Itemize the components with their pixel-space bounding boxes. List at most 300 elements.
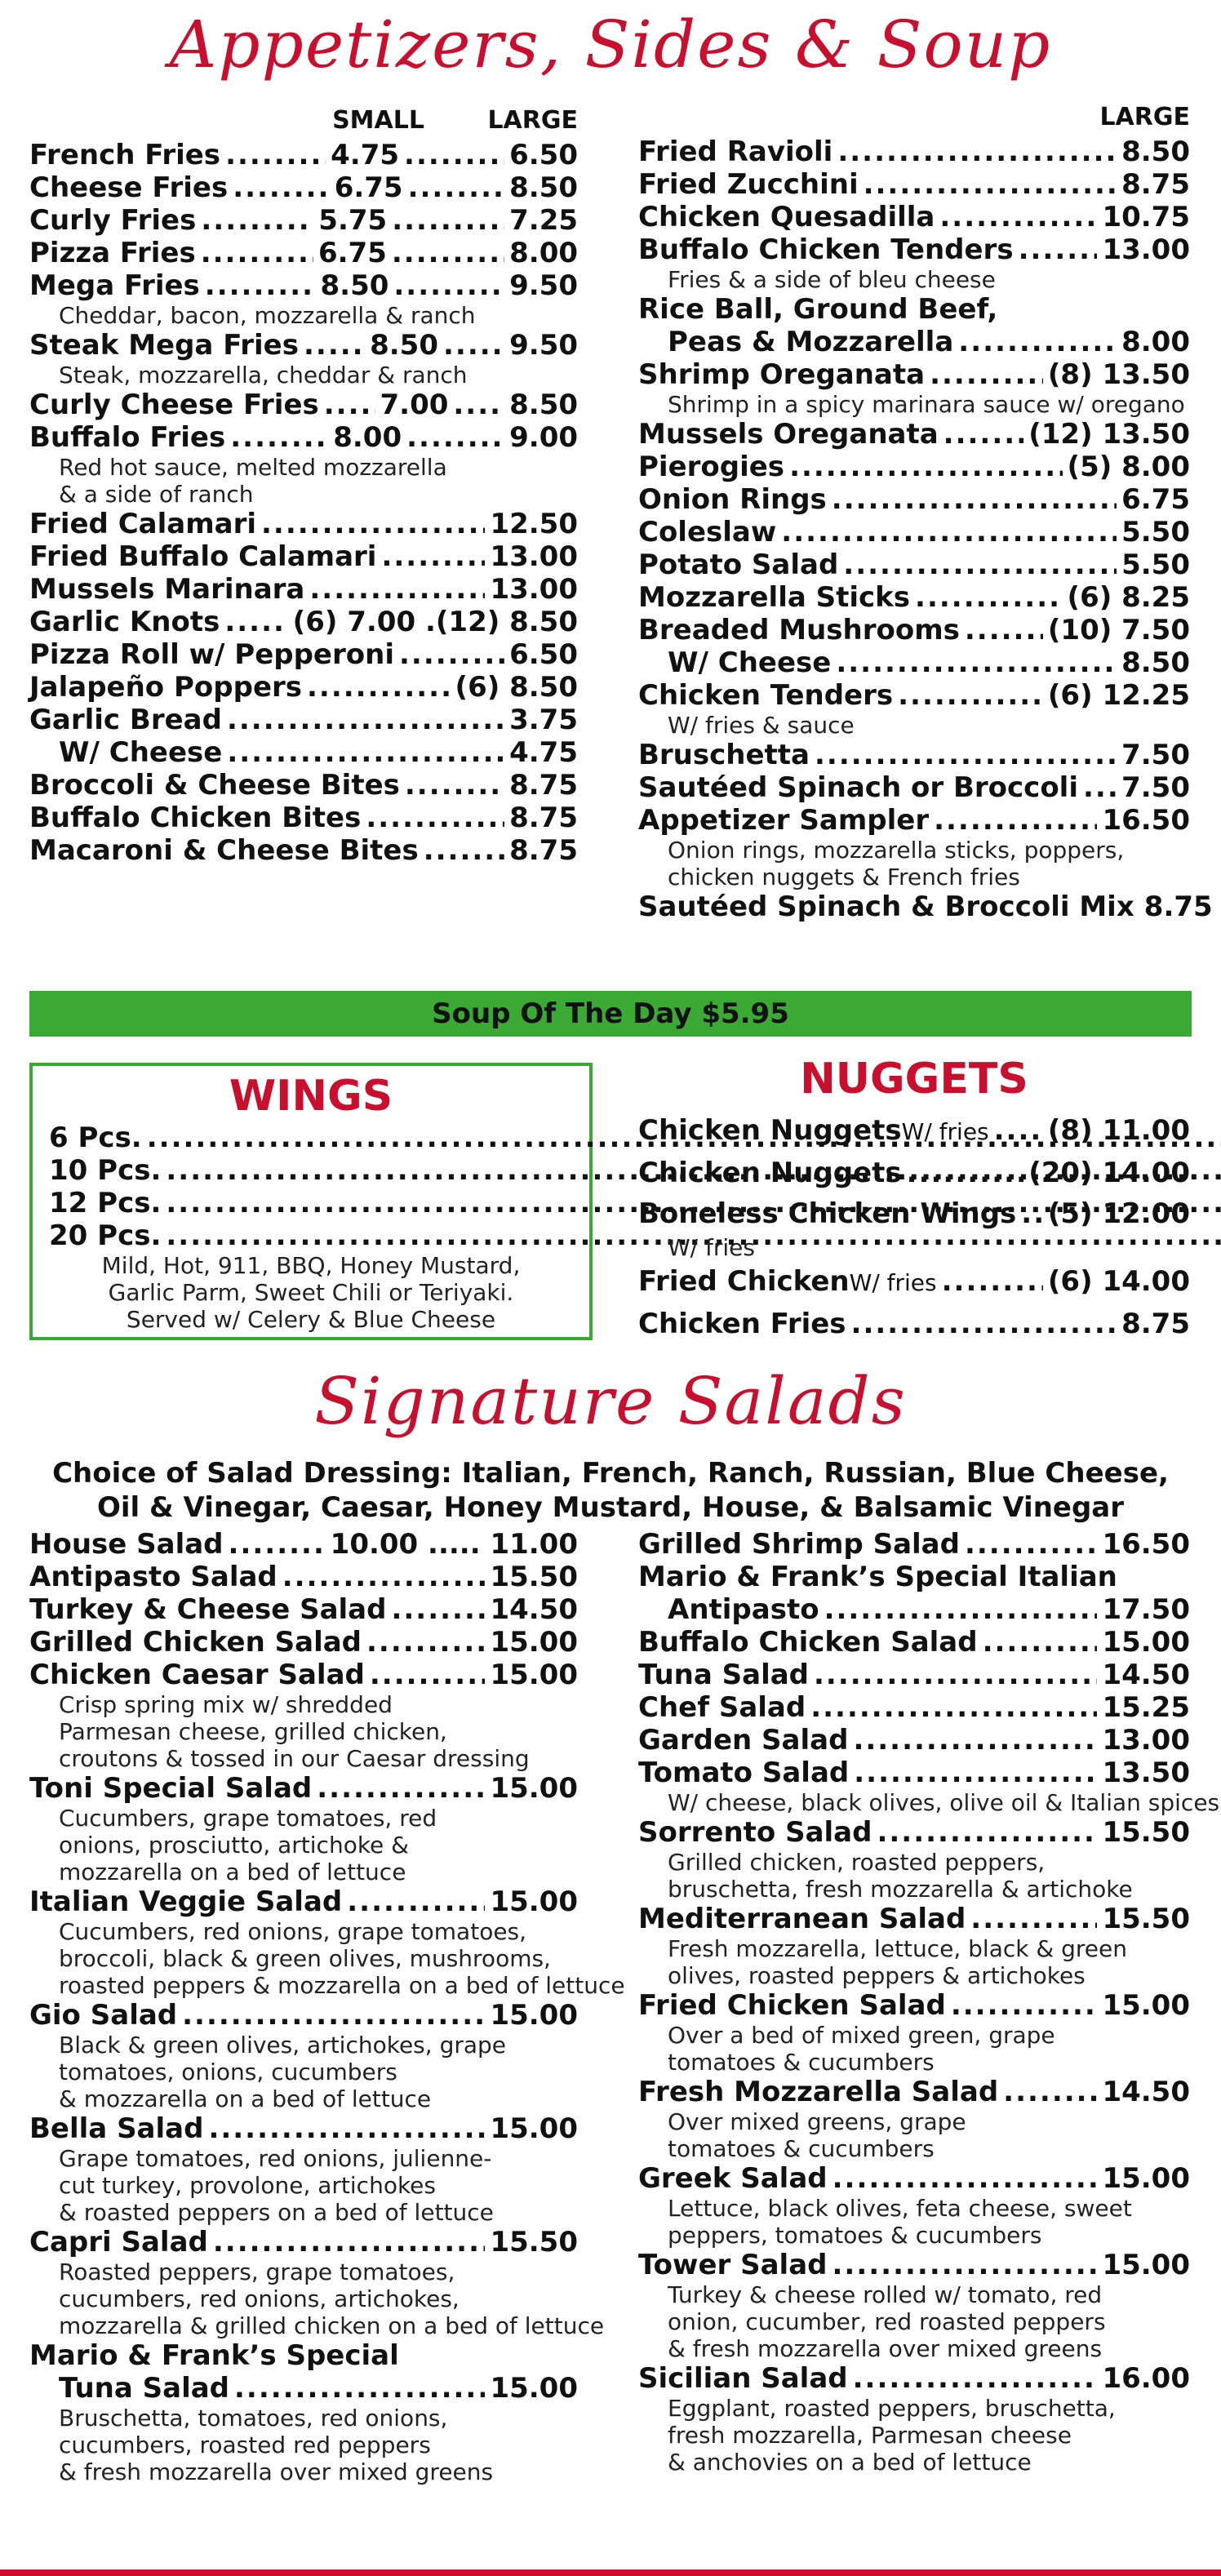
item-price: (5) 8.00 (1067, 451, 1190, 483)
leader-dots (877, 1816, 1097, 1849)
item-name: Sautéed Spinach & Broccoli Mix (638, 890, 1134, 923)
menu-item (29, 1885, 578, 1918)
leader-dots (227, 704, 504, 736)
leader-dots (182, 1999, 485, 2032)
item-price-small: 8.50 (320, 269, 389, 302)
item-name: Chicken Nuggets (638, 1157, 902, 1189)
leader-dots (282, 1561, 486, 1593)
item-price: 5.50 (1121, 549, 1190, 581)
item-description: olives, roasted peppers & artichokes (668, 1962, 1086, 1989)
wing-count: 20 Pcs. (49, 1219, 162, 1252)
item-price-small: 8.00 (333, 421, 402, 454)
item-name: Pizza Roll w/ Pepperoni (29, 638, 394, 671)
item-description: Roasted peppers, grape tomatoes, (59, 2258, 455, 2285)
item-price: 15.50 (490, 2226, 578, 2258)
item-name: Mario & Frank’s Special Italian (638, 1561, 1117, 1593)
menu-item (29, 1626, 578, 1659)
leader-dots (391, 1593, 485, 1626)
item-description: Crisp spring mix w/ shredded (59, 1691, 393, 1718)
leader-dots (307, 671, 451, 704)
item-name: Curly Fries (29, 204, 197, 237)
item-name: Chicken Nuggets (638, 1114, 902, 1147)
item-note: W/ fries (901, 1118, 989, 1145)
item-price-small: 7.00 (380, 389, 449, 421)
item-name: Buffalo Chicken Salad (638, 1626, 978, 1659)
item-name: Tuna Salad (638, 1659, 810, 1691)
item-description: Fresh mozzarella, lettuce, black & green (668, 1935, 1127, 1962)
item-price-large: 8.50 (509, 171, 578, 204)
item-name: Sicilian Salad (638, 2362, 848, 2395)
leader-dots (994, 1110, 1043, 1151)
bottom-border (0, 2569, 1221, 2576)
soup-of-the-day-banner: Soup Of The Day $5.95 (29, 991, 1192, 1037)
item-price: 8.75 (1121, 1308, 1190, 1340)
menu-item (638, 2076, 1190, 2108)
item-name: Chicken Caesar Salad (29, 1659, 365, 1691)
item-description: mozzarella on a bed of lettuce (59, 1859, 406, 1885)
item-description: peppers, tomatoes & cucumbers (668, 2222, 1042, 2249)
menu-item (638, 1757, 1190, 1789)
item-description: & anchovies on a bed of lettuce (668, 2449, 1032, 2476)
item-price: 13.00 (1102, 233, 1190, 266)
item-description: & roasted peppers on a bed of lettuce (59, 2199, 494, 2226)
menu-item (638, 1989, 1190, 2022)
leader-dots (229, 1528, 326, 1561)
leader-dots (810, 1691, 1097, 1724)
leader-dots (853, 1724, 1097, 1757)
menu-item (29, 736, 578, 769)
leader-dots (832, 483, 1117, 516)
wing-count: 10 Pcs. (49, 1154, 162, 1187)
menu-item (29, 1528, 578, 1561)
item-name: Grilled Chicken Salad (29, 1626, 362, 1659)
menu-item (638, 1304, 1190, 1344)
leader-dots (234, 2372, 485, 2405)
menu-item (29, 171, 578, 204)
item-name: Tomato Salad (638, 1757, 850, 1789)
wing-count: 6 Pcs. (49, 1121, 142, 1154)
leader-dots (815, 739, 1117, 771)
item-price: (6) 7.00 .(12) 8.50 (292, 606, 578, 638)
item-name: Garden Salad (638, 1724, 849, 1757)
item-name: Chef Salad (638, 1691, 806, 1724)
item-price: (8) 11.00 (1047, 1114, 1190, 1147)
leader-dots (225, 139, 326, 171)
menu-item (638, 451, 1190, 483)
leader-dots (317, 1772, 485, 1805)
large-header-right (1099, 103, 1190, 135)
item-price: 7.50 (1121, 739, 1190, 771)
item-description: Cheddar, bacon, mozzarella & ranch (59, 302, 476, 329)
leader-dots (942, 1261, 1043, 1302)
menu-item (29, 237, 578, 269)
item-price: 15.25 (1102, 1691, 1190, 1724)
leader-dots (898, 679, 1043, 712)
nuggets-column (638, 1110, 1190, 1344)
item-price: 13.00 (490, 573, 578, 606)
dressing-line: Choice of Salad Dressing: Italian, French, Ranch, Russian, Blue Cheese, (52, 1457, 1169, 1490)
item-price-large: 7.25 (509, 204, 579, 237)
menu-item (29, 834, 578, 867)
item-price: 15.00 (490, 2112, 578, 2145)
item-name: Curly Cheese Fries (29, 389, 319, 421)
item-price: 8.00 (1121, 326, 1190, 358)
item-description: Lettuce, black olives, feta cheese, sweet (668, 2195, 1132, 2222)
item-price: 15.00 (1102, 2249, 1190, 2281)
item-name: Sautéed Spinach or Broccoli (638, 771, 1078, 804)
leader-dots (814, 1659, 1097, 1691)
item-description: cucumbers, red onions, artichokes, (59, 2285, 460, 2312)
item-name: French Fries (29, 139, 221, 171)
menu-item (29, 769, 578, 802)
menu-item (638, 201, 1190, 233)
item-price-large: 9.50 (509, 329, 579, 362)
item-name: Appetizer Sampler (638, 804, 930, 837)
item-name: Potato Salad (638, 549, 839, 581)
leader-dots (366, 802, 504, 834)
item-price: 15.00 (490, 1999, 578, 2032)
item-name: Garlic Bread (29, 704, 222, 736)
menu-item (638, 1153, 1190, 1193)
item-price-large: 9.00 (509, 421, 579, 454)
item-price: (20) 14.00 (1028, 1157, 1190, 1189)
menu-item (638, 516, 1190, 549)
item-name: Tower Salad (638, 2249, 828, 2281)
item-price: 6.75 (1121, 483, 1190, 516)
leader-dots (837, 135, 1117, 168)
menu-item (638, 483, 1190, 516)
item-name: Fried Ravioli (638, 135, 833, 168)
item-price: 13.50 (1102, 1757, 1190, 1789)
item-description: & mozzarella on a bed of lettuce (59, 2085, 432, 2112)
item-description: & fresh mozzarella over mixed greens (668, 2335, 1103, 2362)
item-name: Jalapeño Poppers (29, 671, 303, 704)
menu-item (29, 1772, 578, 1805)
item-description: mozzarella & grilled chicken on a bed of lettuce (59, 2312, 605, 2339)
leader-dots (789, 451, 1062, 483)
item-price: 8.50 (1121, 646, 1190, 679)
item-name: Tuna Salad (59, 2372, 230, 2405)
item-price: 15.00 (1102, 1626, 1190, 1659)
item-name: Breaded Mushrooms (638, 614, 960, 646)
menu-item (29, 540, 578, 573)
menu-item (638, 2362, 1190, 2395)
menu-item (638, 233, 1190, 266)
item-name: Mussels Marinara (29, 573, 305, 606)
leader-dots (233, 171, 330, 204)
menu-item (638, 2249, 1190, 2281)
leader-dots (832, 2162, 1098, 2195)
menu-item (638, 1691, 1190, 1724)
leader-dots (930, 358, 1043, 391)
item-name: W/ Cheese (668, 646, 832, 679)
menu-item (638, 2162, 1190, 2195)
item-name: Shrimp Oreganata (638, 358, 926, 391)
item-description: broccoli, black & green olives, mushrooms, (59, 1945, 551, 1972)
leader-dots (951, 1989, 1098, 2022)
item-price: 15.00 (490, 2372, 578, 2405)
leader-dots (781, 516, 1117, 549)
appetizers-title: Appetizers, Sides & Soup (169, 7, 1052, 82)
item-price: 8.75 (509, 802, 578, 834)
item-description: Bruschetta, tomatoes, red onions, (59, 2405, 448, 2432)
item-price: 14.50 (1102, 2076, 1190, 2108)
item-price: 8.75 (509, 834, 578, 867)
item-price: 15.00 (1102, 2162, 1190, 2195)
leader-dots (404, 139, 504, 171)
nuggets-title: NUGGETS (800, 1055, 1028, 1104)
item-description: Over mixed greens, grape (668, 2108, 966, 2135)
item-name: Garlic Knots (29, 606, 220, 638)
item-description: Steak, mozzarella, cheddar & ranch (59, 362, 468, 389)
item-name: Greek Salad (638, 2162, 828, 2195)
menu-item (638, 1903, 1190, 1935)
leader-dots (309, 573, 485, 606)
salads-left-column (29, 1528, 625, 2485)
item-name: Broccoli & Cheese Bites (29, 769, 400, 802)
menu-item (638, 771, 1190, 804)
small-header: SMALL (332, 106, 424, 135)
item-description: & a side of ranch (59, 481, 254, 508)
leader-dots (453, 389, 504, 421)
item-description: Red hot sauce, melted mozzarella (59, 454, 447, 481)
item-name: Pierogies (638, 451, 785, 483)
leader-dots (1021, 1193, 1043, 1234)
item-description: onion, cucumber, red roasted peppers (668, 2308, 1106, 2335)
item-name: Antipasto (668, 1593, 819, 1626)
item-description: onions, prosciutto, artichoke & (59, 1832, 409, 1859)
item-price: 16.50 (1102, 1528, 1190, 1561)
large-header: LARGE (487, 106, 578, 135)
item-description: Shrimp in a spicy marinara sauce w/ oregano (668, 391, 1185, 418)
item-price: 14.50 (490, 1593, 578, 1626)
item-name: Fried Chicken (638, 1265, 850, 1298)
menu-item (29, 802, 578, 834)
menu-item (638, 804, 1190, 837)
item-price: 17.50 (1102, 1593, 1190, 1626)
item-price: 7.50 (1121, 771, 1190, 804)
leader-dots (965, 1528, 1097, 1561)
menu-item (29, 573, 578, 606)
item-name: Buffalo Chicken Tenders (638, 233, 1014, 266)
item-price: 5.50 (1121, 516, 1190, 549)
menu-item (638, 679, 1190, 712)
leader-dots (958, 326, 1117, 358)
item-price: 15.00 (1102, 1989, 1190, 2022)
item-name: Peas & Mozzarella (668, 326, 954, 358)
menu-item (29, 671, 578, 704)
leader-dots (1083, 771, 1117, 804)
item-name: Grilled Shrimp Salad (638, 1528, 960, 1561)
item-name: Mozzarella Sticks (638, 581, 911, 614)
leader-dots (227, 736, 504, 769)
item-name: Bella Salad (29, 2112, 204, 2145)
item-price: (8) 13.50 (1047, 358, 1190, 391)
item-name: Rice Ball, Ground Beef, (638, 293, 998, 326)
item-price-large: 8.50 (509, 389, 579, 421)
leader-dots (393, 269, 504, 302)
menu-item (29, 508, 578, 540)
item-name: Fried Zucchini (638, 168, 859, 201)
leader-dots (408, 171, 505, 204)
menu-item (638, 646, 1190, 679)
item-price: (6) 12.25 (1047, 679, 1190, 712)
item-price: 15.50 (1102, 1903, 1190, 1935)
menu-item (29, 2112, 578, 2145)
menu-item (638, 614, 1190, 646)
leader-dots (347, 1885, 485, 1918)
item-name: Mussels Oreganata (638, 418, 939, 451)
item-price: 15.50 (490, 1561, 578, 1593)
dressing-line: Oil & Vinegar, Caesar, Honey Mustard, House, & Balsamic Vinegar (96, 1491, 1125, 1524)
item-name: Mega Fries (29, 269, 200, 302)
menu-item (29, 2339, 578, 2372)
item-price: 13.00 (490, 540, 578, 573)
menu-item (29, 1659, 578, 1691)
item-description: Over a bed of mixed green, grape (668, 2022, 1055, 2049)
item-name: Macaroni & Cheese Bites (29, 834, 419, 867)
item-name: W/ Cheese (59, 736, 223, 769)
item-price: 8.75 (1143, 890, 1213, 923)
item-description: Cucumbers, red onions, grape tomatoes, (59, 1918, 527, 1945)
salads-right-column (638, 1528, 1220, 2476)
item-name: Pizza Fries (29, 237, 196, 269)
menu-item (638, 1724, 1190, 1757)
item-price: 10.75 (1102, 201, 1190, 233)
item-name: Mario & Frank’s Special (29, 2339, 399, 2372)
menu-item (638, 1659, 1190, 1691)
appetizers-right-column (638, 103, 1213, 923)
item-description: Grape tomatoes, red onions, julienne- (59, 2145, 492, 2172)
menu-item (29, 606, 578, 638)
leader-dots (854, 1757, 1097, 1789)
item-name: Antipasto Salad (29, 1561, 278, 1593)
item-price-large: 9.50 (509, 269, 578, 302)
leader-dots (939, 201, 1097, 233)
item-price: (12) 13.50 (1028, 418, 1190, 451)
size-header-row (29, 106, 578, 139)
menu-item (29, 389, 578, 421)
appetizers-left-column (29, 106, 578, 867)
item-price-small: 6.75 (317, 237, 387, 269)
item-name: Fried Calamari (29, 508, 256, 540)
item-name: Buffalo Fries (29, 421, 226, 454)
leader-dots (832, 2249, 1097, 2281)
item-price: 16.00 (1102, 2362, 1190, 2395)
item-description: fresh mozzarella, Parmesan cheese (668, 2422, 1072, 2449)
item-price: 8.75 (1121, 168, 1190, 201)
wings-price-grid (49, 1121, 573, 1252)
leader-dots (201, 237, 313, 269)
item-price: 3.75 (509, 704, 578, 736)
item-name: Italian Veggie Salad (29, 1885, 343, 1918)
item-description: Turkey & cheese rolled w/ tomato, red (668, 2281, 1103, 2308)
item-price: 8.75 (509, 769, 578, 802)
leader-dots (851, 1304, 1117, 1344)
item-price-small: 8.50 (370, 329, 438, 362)
item-description: Parmesan cheese, grilled chicken, (59, 1718, 447, 1745)
leader-dots (983, 1626, 1098, 1659)
leader-dots (304, 329, 365, 362)
menu-item (638, 418, 1190, 451)
menu-item (638, 739, 1190, 771)
leader-dots (405, 769, 504, 802)
item-price: 13.00 (1102, 1724, 1190, 1757)
item-name: Chicken Quesadilla (638, 201, 935, 233)
item-description: cucumbers, roasted red peppers (59, 2432, 431, 2458)
item-name: Chicken Tenders (638, 679, 894, 712)
menu-item (638, 890, 1213, 923)
leader-dots (965, 614, 1043, 646)
menu-item (29, 704, 578, 736)
item-name: Fried Buffalo Calamari (29, 540, 377, 573)
item-price: 8.50 (1121, 135, 1190, 168)
leader-dots (392, 204, 504, 237)
leader-dots (366, 1626, 485, 1659)
item-description: chicken nuggets & French fries (668, 864, 1020, 890)
item-name: Toni Special Salad (29, 1772, 313, 1805)
menu-item (638, 549, 1190, 581)
item-description: Grilled chicken, roasted peppers, (668, 1849, 1046, 1876)
item-price: 15.00 (490, 1885, 578, 1918)
leader-dots (424, 834, 504, 867)
item-price-large: 8.00 (509, 237, 579, 269)
leader-dots (406, 421, 504, 454)
item-name: Bruschetta (638, 739, 810, 771)
menu-item (29, 329, 578, 362)
leader-dots (1019, 233, 1098, 266)
item-name: Mediterranean Salad (638, 1903, 966, 1935)
menu-item (29, 269, 578, 302)
leader-dots (907, 1153, 1024, 1193)
item-price: (6) 8.25 (1067, 581, 1190, 614)
item-name: Onion Rings (638, 483, 827, 516)
menu-item (29, 139, 578, 171)
salad-dressing-choices (0, 1456, 1221, 1525)
menu-item (29, 204, 578, 237)
leader-dots (324, 389, 375, 421)
item-price-small: 5.75 (318, 204, 388, 237)
item-description: tomatoes & cucumbers (668, 2049, 935, 2076)
item-name: Turkey & Cheese Salad (29, 1593, 387, 1626)
wings-title: WINGS (229, 1072, 393, 1121)
item-description: tomatoes & cucumbers (668, 2135, 935, 2162)
menu-item (638, 1261, 1190, 1304)
item-price-large: 6.50 (509, 139, 578, 171)
item-price: (6) 8.50 (455, 671, 578, 704)
menu-item (29, 421, 578, 454)
item-description: Eggplant, roasted peppers, bruschetta, (668, 2395, 1116, 2422)
leader-dots (443, 329, 504, 362)
leader-dots (392, 237, 504, 269)
leader-dots (224, 606, 287, 638)
leader-dots (934, 804, 1097, 837)
item-description: W/ fries (668, 1234, 755, 1261)
item-name: Gio Salad (29, 1999, 178, 2032)
menu-item (638, 1528, 1190, 1561)
menu-item (29, 638, 578, 671)
item-price: 16.50 (1102, 804, 1190, 837)
item-price: 4.75 (509, 736, 578, 769)
menu-item (638, 168, 1190, 201)
item-description: cut turkey, provolone, artichokes (59, 2172, 436, 2199)
menu-item (638, 581, 1190, 614)
item-description: W/ cheese, black olives, olive oil & Italian spices (668, 1789, 1220, 1816)
item-name: Cheese Fries (29, 171, 229, 204)
item-name: Steak Mega Fries (29, 329, 299, 362)
leader-dots (836, 646, 1117, 679)
leader-dots (864, 168, 1117, 201)
